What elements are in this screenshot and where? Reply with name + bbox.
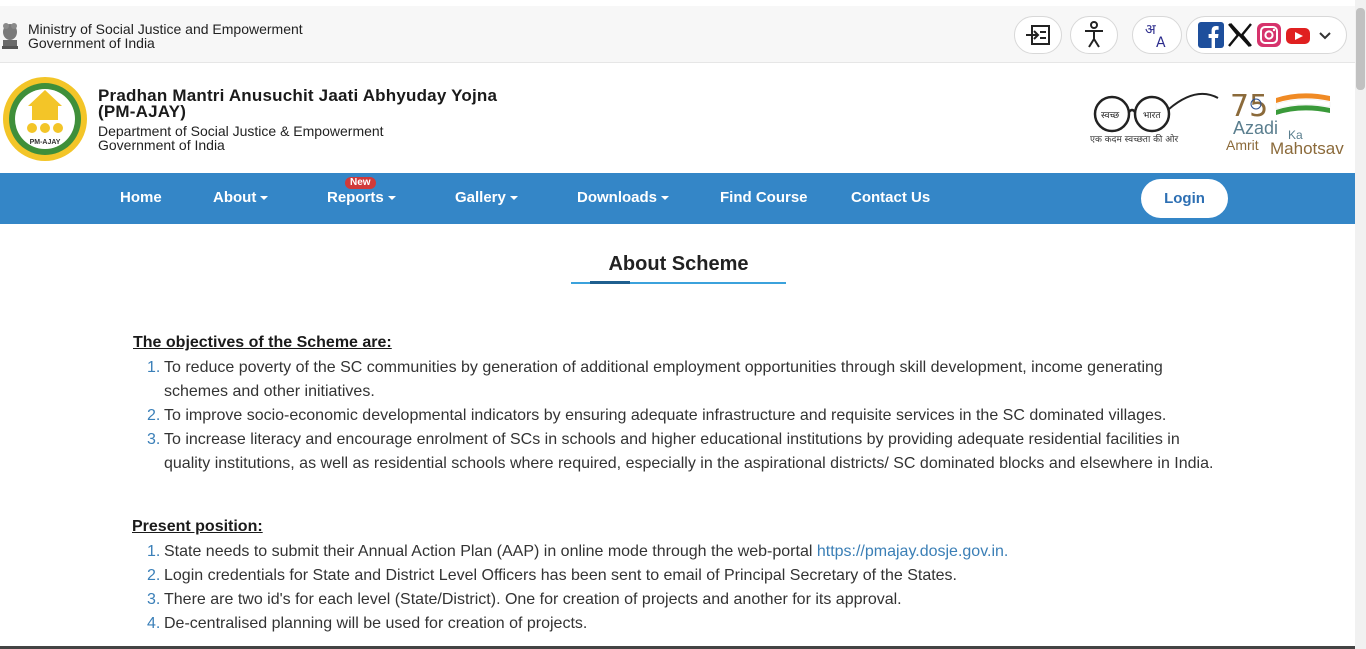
nav-gallery[interactable] <box>455 189 518 207</box>
list-item-line: To reduce poverty of the SC communities by generation of additional employment opportunities through skill development, income generating <box>164 359 1163 376</box>
ministry-line1: Ministry of Social Justice and Empowerment <box>28 21 303 37</box>
svg-text:PM-AJAY: PM-AJAY <box>29 139 61 146</box>
azadi-word2: Ka <box>1288 128 1303 142</box>
list-item-text: State needs to submit their Annual Action Plan (AAP) in online mode through the web-portal <box>164 543 817 560</box>
list-item <box>140 564 1240 588</box>
dept-line1: Department of Social Justice & Empowerment <box>98 123 384 139</box>
sitemap-button[interactable] <box>1014 16 1062 54</box>
accessibility-button[interactable] <box>1070 16 1118 54</box>
list-number: 3. <box>147 431 161 448</box>
present-position-list <box>140 540 1240 636</box>
list-item-text: Login credentials for State and District Level Officers has been sent to email of Principal Secretary of the States. <box>164 567 957 584</box>
portal-link[interactable]: https://pmajay.dosje.gov.in. <box>816 543 1009 560</box>
objectives-list <box>140 356 1240 476</box>
swachh-word1: स्वच्छ <box>1101 111 1120 121</box>
list-item <box>140 428 1240 476</box>
emblem-icon <box>0 18 20 50</box>
nav-home-label: Home <box>120 189 162 206</box>
azadi-word1: Azadi <box>1233 118 1279 138</box>
caret-down-icon <box>661 196 669 200</box>
list-number: 2. <box>147 567 161 584</box>
list-item <box>140 356 1240 404</box>
pm-ajay-logo-icon[interactable] <box>2 76 88 162</box>
nav-downloads-label: Downloads <box>577 189 658 206</box>
chevron-down-icon[interactable] <box>1314 24 1336 46</box>
top-strip <box>0 6 1355 63</box>
x-icon[interactable] <box>1227 22 1253 48</box>
nav-home[interactable] <box>120 189 162 207</box>
swachh-word2: भारत <box>1143 111 1161 121</box>
list-number: 2. <box>147 407 161 424</box>
main-nav <box>0 173 1355 224</box>
list-number: 1. <box>147 359 161 376</box>
list-number: 4. <box>147 615 161 632</box>
nav-gallery-label: Gallery <box>455 189 506 206</box>
nav-find-course-label: Find Course <box>720 189 808 206</box>
objectives-heading: The objectives of the Scheme are: <box>133 334 392 351</box>
azadi-word4: Mahotsav <box>1270 139 1344 158</box>
new-badge: New <box>345 177 376 189</box>
nav-about-label: About <box>213 189 257 206</box>
scheme-title: Pradhan Mantri Anusuchit Jaati Abhyuday Yojna (PM-AJAY) <box>98 86 498 121</box>
caret-down-icon <box>388 196 396 200</box>
sitemap-icon <box>1025 24 1051 46</box>
language-button[interactable] <box>1132 16 1182 54</box>
social-links <box>1186 16 1347 54</box>
youtube-icon[interactable] <box>1285 22 1311 48</box>
nav-contact-us-label: Contact Us <box>851 189 931 206</box>
list-number: 1. <box>147 543 161 560</box>
nav-reports-label: Reports <box>327 189 384 206</box>
azadi-75: 75 <box>1230 89 1269 124</box>
list-number: 3. <box>147 591 161 608</box>
list-item-text: There are two id's for each level (State/District). One for creation of projects and another for its approval. <box>164 591 902 608</box>
department-name <box>98 124 384 152</box>
nav-find-course[interactable] <box>720 189 808 207</box>
list-item <box>140 404 1240 428</box>
login-button[interactable]: Login <box>1141 179 1228 218</box>
svg-text:A: A <box>1156 35 1166 50</box>
ministry-name <box>28 22 303 50</box>
list-item-line: To improve socio-economic developmental indicators by ensuring adequate infrastructure and requisite services in the SC dominated villages. <box>164 407 1167 424</box>
accessibility-icon <box>1083 21 1105 49</box>
list-item-line: schemes and other initiatives. <box>164 383 375 400</box>
list-item <box>140 588 1240 612</box>
list-item-text: De-centralised planning will be used for creation of projects. <box>164 615 588 632</box>
facebook-icon[interactable] <box>1198 22 1224 48</box>
swachh-tagline: एक कदम स्वच्छता की ओर <box>1090 135 1179 145</box>
nav-contact-us[interactable] <box>851 189 930 207</box>
list-item <box>140 540 1240 564</box>
title-underline-accent <box>590 281 630 284</box>
list-item <box>140 612 1240 636</box>
nav-downloads[interactable] <box>577 189 669 207</box>
page-title: About Scheme <box>608 253 749 275</box>
instagram-icon[interactable] <box>1256 22 1282 48</box>
list-item-line: quality institutions, as well as residential schools where required, especially in the aspirational districts/ SC dominated blocks and elsewhere in India. <box>164 455 1214 472</box>
scrollbar-thumb[interactable] <box>1356 8 1365 90</box>
caret-down-icon <box>260 196 268 200</box>
dept-line2: Government of India <box>98 137 225 153</box>
azadi-word3: Amrit <box>1226 137 1259 153</box>
ministry-line2: Government of India <box>28 35 155 51</box>
page-scrollbar[interactable] <box>1355 0 1366 649</box>
nav-about[interactable] <box>213 189 268 207</box>
caret-down-icon <box>510 196 518 200</box>
present-position-heading: Present position: <box>132 518 263 535</box>
nav-reports[interactable] <box>327 189 396 207</box>
language-icon <box>1142 20 1172 50</box>
svg-text:अ: अ <box>1145 22 1156 38</box>
list-item-line: To increase literacy and encourage enrolment of SCs in schools and higher educational institutions by providing adequate residential facilities in <box>164 431 1180 448</box>
site-header <box>0 64 1355 173</box>
